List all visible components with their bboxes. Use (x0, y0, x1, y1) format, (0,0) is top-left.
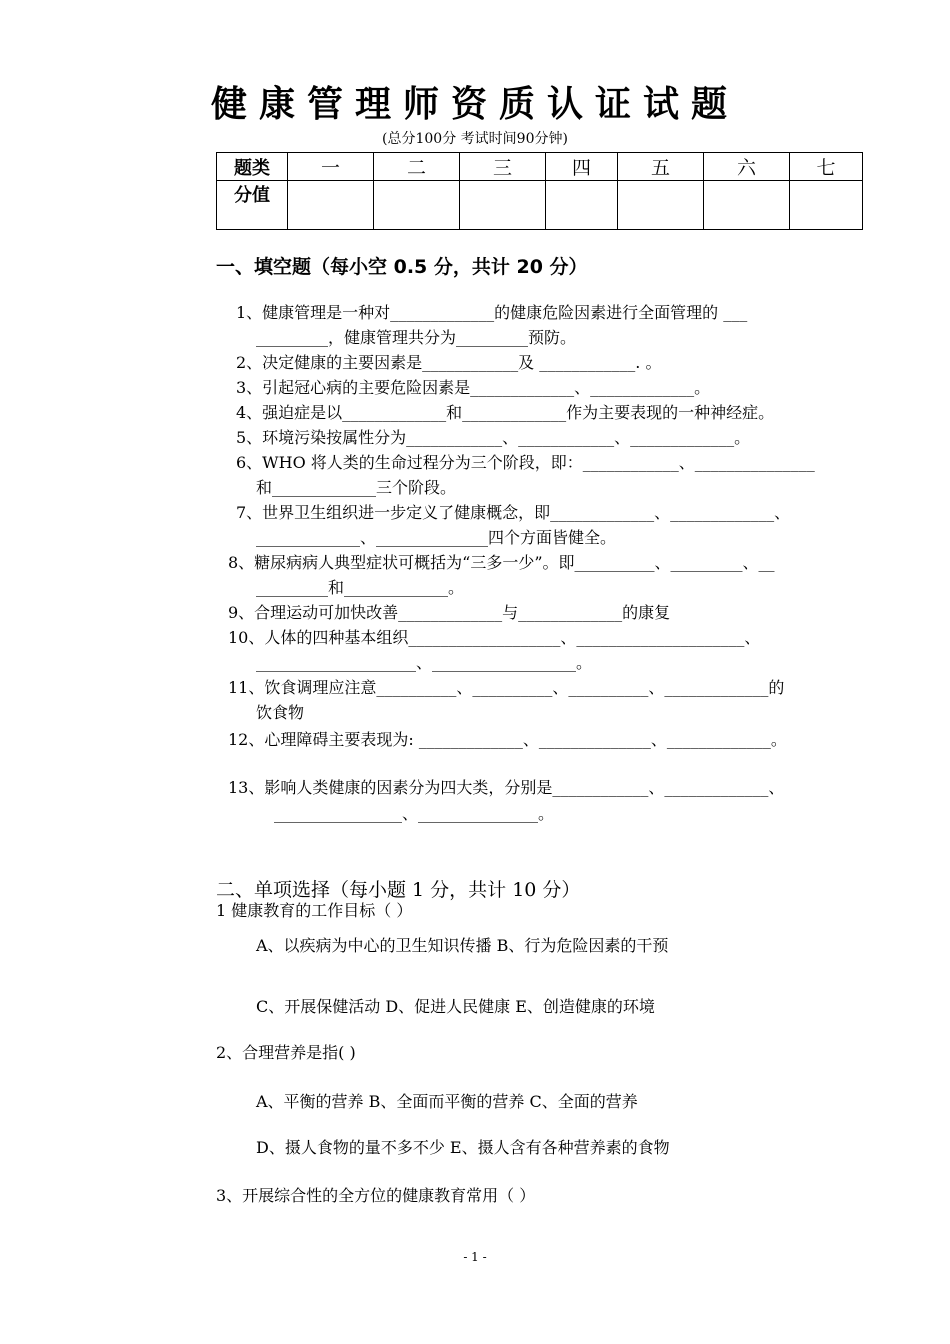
section2-heading: 二、单项选择（每小题 1 分，共计 10 分） (216, 879, 581, 901)
question-line: _________和_____________。 (256, 578, 465, 597)
question-line: _________，健康管理共分为_________预防。 (256, 328, 577, 347)
option-line: D、摄人食物的量不多不少 E、摄人含有各种营养素的食物 (256, 1138, 670, 1157)
question-line: 5、环境污染按属性分为____________、____________、_____________。 (236, 428, 751, 447)
question-line: 6、WHO 将人类的生命过程分为三个阶段，即：____________、_______________ (236, 453, 815, 472)
question-line: 1 健康教育的工作目标（ ） (216, 901, 413, 920)
score-table-value-label: 分值 (217, 181, 288, 230)
question-line: 13、影响人类健康的因素分为四大类，分别是____________、_____________、 (228, 778, 785, 797)
question-line: _____________、______________四个方面皆健全。 (256, 528, 617, 547)
question-line: 12、心理障碍主要表现为: _____________、______________、_____________。 (228, 730, 787, 749)
score-table (216, 152, 863, 230)
score-cell (790, 181, 863, 230)
score-cell (704, 181, 790, 230)
question-line: 11、饮食调理应注意__________、__________、__________、_____________的 (228, 678, 785, 697)
option-line: A、平衡的营养 B、全面而平衡的营养 C、全面的营养 (256, 1092, 638, 1111)
score-table-column: 一 (288, 153, 374, 181)
question-line: 3、引起冠心病的主要危险因素是_____________、_____________。 (236, 378, 711, 397)
question-line: ________________、_______________。 (274, 804, 555, 823)
question-line: ____________________、__________________。 (256, 653, 593, 672)
score-table-column: 七 (790, 153, 863, 181)
score-table-column: 二 (374, 153, 460, 181)
question-line: 和_____________三个阶段。 (256, 478, 457, 497)
section1-heading: 一、填空题（每小空 0.5 分，共计 20 分） (216, 256, 588, 278)
score-table-column: 五 (618, 153, 704, 181)
question-line: 9、合理运动可加快改善_____________与_____________的康复 (228, 603, 671, 622)
question-line: 8、糖尿病病人典型症状可概括为“三多一少”。即__________、_________、__ (228, 553, 775, 572)
question-line: 10、人体的四种基本组织___________________、_____________________、 (228, 628, 761, 647)
exam-subtitle: (总分100分 考试时间90分钟) (382, 131, 568, 147)
score-cell (618, 181, 704, 230)
question-line: 7、世界卫生组织进一步定义了健康概念，即_____________、_____________、 (236, 503, 791, 522)
question-line: 4、强迫症是以_____________和_____________作为主要表现的一种神经症。 (236, 403, 775, 422)
score-table-header-row (217, 153, 863, 181)
score-cell (288, 181, 374, 230)
option-line: C、开展保健活动 D、促进人民健康 E、创造健康的环境 (256, 997, 655, 1016)
score-cell (374, 181, 460, 230)
option-line: A、以疾病为中心的卫生知识传播 B、行为危险因素的干预 (256, 936, 669, 955)
question-line: 1、健康管理是一种对_____________的健康危险因素进行全面管理的 ___ (236, 303, 748, 322)
score-cell (546, 181, 618, 230)
question-line: 3、开展综合性的全方位的健康教育常用（ ） (216, 1186, 536, 1205)
question-line: 2、合理营养是指( ) (216, 1043, 356, 1062)
score-table-column: 三 (460, 153, 546, 181)
question-line: 2、决定健康的主要因素是____________及 ____________. 。 (236, 353, 662, 372)
score-table-column: 六 (704, 153, 790, 181)
score-table-value-row (217, 181, 863, 230)
score-cell (460, 181, 546, 230)
page-title: 健康管理师资质认证试题 (210, 84, 739, 125)
question-line: 饮食物 (256, 703, 305, 722)
page-number: - 1 - (463, 1250, 487, 1264)
score-table-column: 四 (546, 153, 618, 181)
score-table-header-label: 题类 (217, 153, 288, 181)
